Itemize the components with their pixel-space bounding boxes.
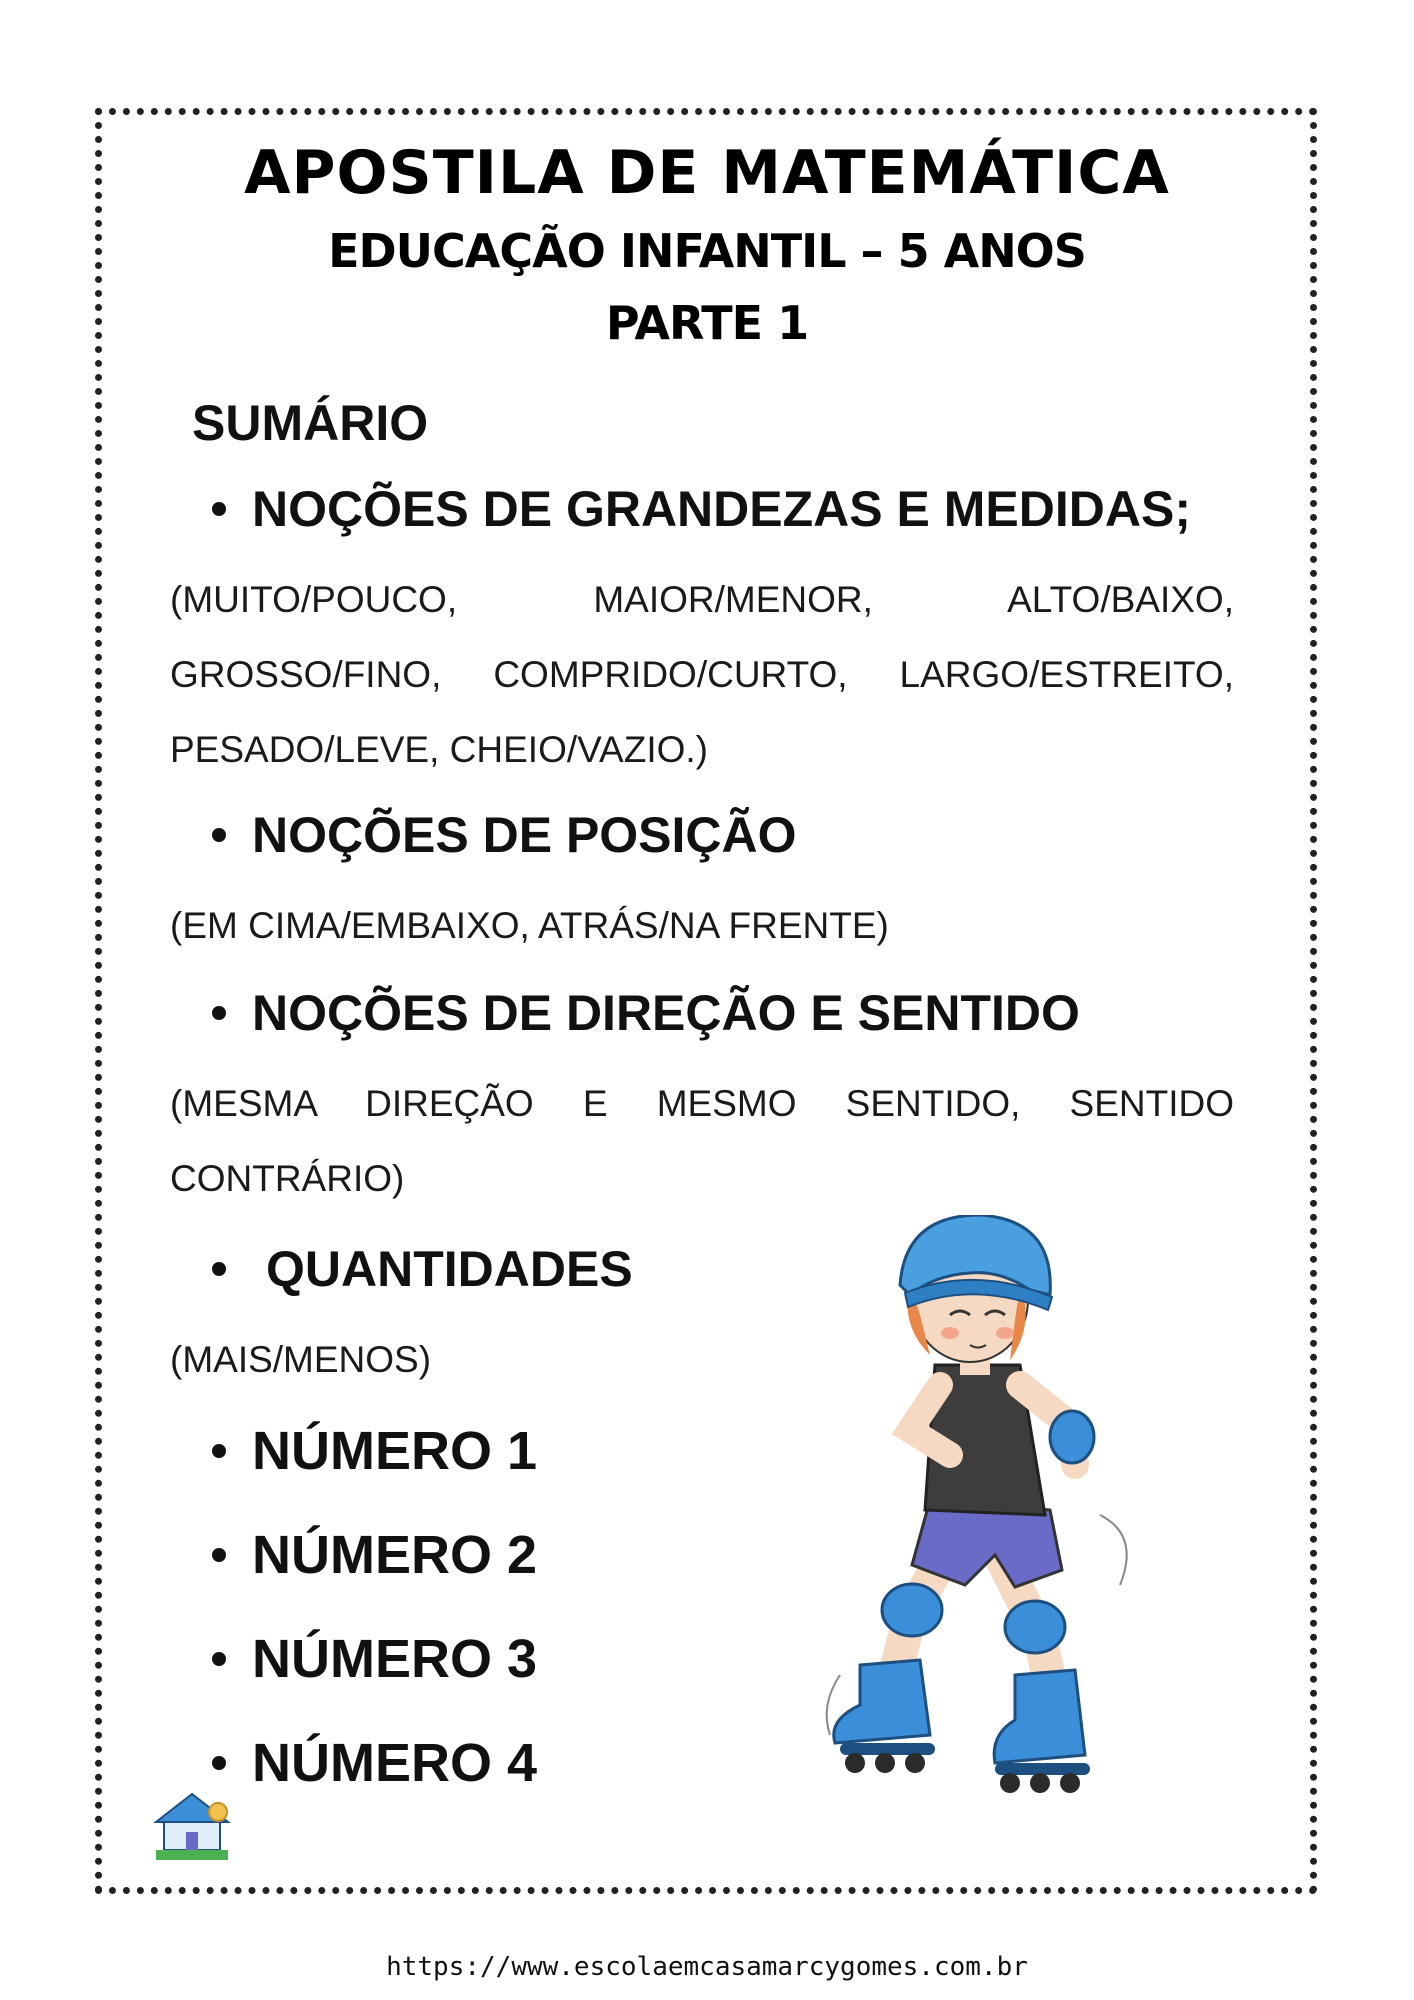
bullet-dot xyxy=(212,1652,226,1666)
summary-item-description: (MESMA DIREÇÃO E MESMO SENTIDO, SENTIDO CONTRÁRIO) xyxy=(170,1083,1234,1199)
bullet-dot xyxy=(212,1756,226,1770)
summary-item-label: NÚMERO 2 xyxy=(252,1525,538,1585)
summary-item-numero-4 xyxy=(212,1732,537,1794)
summary-item-label: NOÇÕES DE POSIÇÃO xyxy=(252,807,797,863)
summary-item-description: (EM CIMA/EMBAIXO, ATRÁS/NA FRENTE) xyxy=(170,905,889,946)
summary-item-label: NÚMERO 3 xyxy=(252,1629,538,1689)
footer-url: https://www.escolaemcasamarcygomes.com.br xyxy=(386,1952,1028,1982)
summary-item-numero-3 xyxy=(212,1628,537,1690)
bullet-dot xyxy=(212,502,226,516)
bullet-dot xyxy=(212,1548,226,1562)
summary-item-label: NOÇÕES DE DIREÇÃO E SENTIDO xyxy=(252,985,1080,1041)
bullet-dot xyxy=(212,1006,226,1020)
summary-item-description: (MAIS/MENOS) xyxy=(170,1339,432,1380)
summary-item-label: NÚMERO 4 xyxy=(252,1733,538,1793)
summary-item-label: NÚMERO 1 xyxy=(252,1421,538,1481)
page-subtitle: EDUCAÇÃO INFANTIL – 5 ANOS xyxy=(328,224,1086,278)
summary-item-posicao xyxy=(212,806,797,864)
page-title: APOSTILA DE MATEMÁTICA xyxy=(244,138,1170,208)
summary-item-quantidades xyxy=(212,1240,633,1298)
summary-item-label: NOÇÕES DE GRANDEZAS E MEDIDAS; xyxy=(252,481,1191,537)
school-logo xyxy=(150,1790,234,1866)
roller-skater-illustration xyxy=(800,1215,1190,1795)
bullet-dot xyxy=(212,828,226,842)
page-part: PARTE 1 xyxy=(605,296,809,350)
summary-item-numero-2 xyxy=(212,1524,537,1586)
summary-item-numero-1 xyxy=(212,1420,537,1482)
bullet-dot xyxy=(212,1444,226,1458)
summary-item-grandezas xyxy=(212,480,1191,538)
summary-item-direcao xyxy=(212,984,1080,1042)
summary-heading: SUMÁRIO xyxy=(192,395,429,451)
summary-item-description: (MUITO/POUCO, MAIOR/MENOR, ALTO/BAIXO, GROSSO/FINO, COMPRIDO/CURTO, LARGO/ESTREITO, PESADO/LEVE, CHEIO/VAZIO.) xyxy=(170,579,1234,770)
bullet-dot xyxy=(212,1262,226,1276)
summary-item-label: QUANTIDADES xyxy=(266,1241,633,1297)
